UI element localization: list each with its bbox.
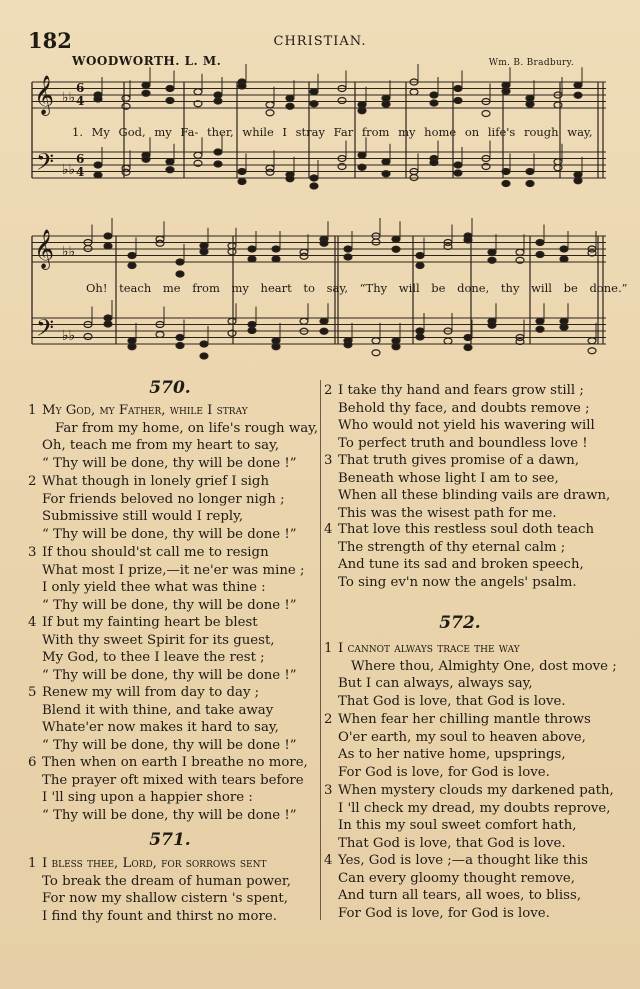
verse-line: “ Thy will be done, thy will be done !” [42, 807, 297, 823]
verse-line: I bless thee, Lord, for sorrows sent [42, 856, 267, 871]
verse-number: 1 [28, 403, 37, 418]
hymn-572-verse-3 [324, 782, 614, 852]
verse-line: To break the dream of human power, [42, 873, 292, 889]
verse-line: That love this restless soul doth teach [338, 522, 595, 537]
verse-line: Far from my home, on life's rough way, [55, 420, 319, 436]
page-number: 182 [28, 28, 72, 53]
verse-number: 4 [324, 853, 333, 868]
verse-number: 6 [28, 755, 37, 770]
verse-number: 2 [28, 474, 37, 489]
verse-line: That God is love, that God is love. [338, 693, 566, 709]
verse-line: For now my shallow cistern 's spent, [42, 891, 288, 907]
verse-line: But I can always, always say, [338, 676, 533, 692]
flat-sign-icon: ♭♭ [62, 328, 76, 344]
verse-line: My God, my Father, while I stray [42, 403, 248, 418]
verse-number: 4 [28, 615, 37, 630]
hymn-571-verse-4 [324, 521, 595, 591]
verse-line: Blend it with thine, and take away [42, 702, 274, 718]
verse-line: Can every gloomy thought remove, [338, 870, 575, 886]
verse-line: And turn all tears, all woes, to bliss, [338, 888, 582, 904]
verse-line: That truth gives promise of a dawn, [338, 453, 580, 468]
hymn-570-verse-4 [28, 614, 297, 684]
verse-line: What though in lonely grief I sigh [42, 474, 270, 489]
lyric-line-1: 1. My God, my Fa- ther, while I stray Far from my home on life's rough way, [72, 125, 593, 139]
verse-line: If but my fainting heart be blest [42, 615, 258, 630]
verse-line: I only yield thee what was thine : [42, 580, 266, 596]
verse-line: To sing ev'n now the angels' psalm. [338, 574, 577, 590]
verse-line: “ Thy will be done, thy will be done !” [42, 737, 297, 753]
verse-number: 3 [28, 545, 37, 560]
bass-clef-icon: 𝄢 [36, 148, 55, 181]
verse-line: Renew my will from day to day ; [42, 685, 260, 700]
hymn-570-verse-5 [28, 684, 297, 754]
hymn-572-verse-1 [324, 640, 617, 710]
verse-line: I 'll sing upon a happier shore : [42, 790, 253, 806]
hymn-570-verse-1 [28, 402, 319, 472]
time-signature: 4 [76, 94, 85, 108]
hymn-570-verse-3 [28, 544, 305, 614]
verse-line: Who would not yield his wavering will [338, 418, 595, 434]
verse-line: I 'll check my dread, my doubts reprove, [338, 800, 611, 816]
verse-line: When fear her chilling mantle throws [338, 712, 591, 727]
verse-line: When mystery clouds my darkened path, [338, 783, 614, 798]
hymn-number-572: 572. [439, 613, 481, 633]
verse-line: For God is love, for God is love. [338, 764, 550, 780]
hymn-number-571: 571. [149, 830, 191, 850]
verse-line: And tune its sad and broken speech, [338, 557, 584, 573]
bass-notes [84, 300, 596, 359]
verse-number: 1 [28, 856, 37, 871]
verse-line: The strength of thy eternal calm ; [338, 539, 566, 555]
verse-line: I cannot always trace the way [338, 641, 520, 656]
verse-line: My God, to thee I leave the rest ; [42, 650, 265, 666]
verse-line: Submissive still would I reply, [42, 509, 244, 525]
verse-line: That God is love, that God is love. [338, 835, 566, 851]
lyric-line-2: Oh! teach me from my heart to say, “Thy will be done, thy will be done.” [86, 281, 628, 295]
verse-line: As to her native home, upsprings, [338, 747, 566, 763]
verse-line: If thou should'st call me to resign [42, 545, 269, 560]
column-rule [320, 380, 321, 920]
treble-clef-icon: 𝄞 [34, 229, 55, 269]
verse-line: “ Thy will be done, thy will be done !” [42, 597, 297, 613]
verse-line: Whate'er now makes it hard to say, [42, 720, 279, 736]
hymn-571-verse-3 [324, 452, 611, 522]
music-system-2 [0, 0, 640, 370]
verse-line: Beneath whose light I am to see, [338, 470, 559, 486]
hymn-570-verse-6 [28, 754, 308, 824]
time-signature: 6 [76, 81, 85, 95]
time-signature: 4 [76, 165, 85, 179]
verse-line: Yes, God is love ;—a thought like this [338, 853, 588, 868]
hymn-571-verse-2 [324, 382, 595, 452]
verse-line: O'er earth, my soul to heaven above, [338, 729, 586, 745]
flat-sign-icon: ♭♭ [62, 244, 76, 260]
verse-number: 2 [324, 712, 333, 727]
verse-line: For God is love, for God is love. [338, 905, 550, 921]
hymn-572-verse-4 [324, 852, 588, 922]
verse-line: What most I prize,—it ne'er was mine ; [42, 562, 305, 578]
verse-number: 3 [324, 453, 333, 468]
treble-clef-icon: 𝄞 [34, 75, 55, 115]
verse-line: “ Thy will be done, thy will be done !” [42, 526, 297, 542]
verse-line: With thy sweet Spirit for its guest, [42, 632, 275, 648]
verse-line: I take thy hand and fears grow still ; [338, 383, 584, 398]
verse-line: Where thou, Almighty One, dost move ; [351, 658, 617, 674]
verse-line: For friends beloved no longer nigh ; [42, 491, 285, 507]
flat-sign-icon: ♭♭ [62, 90, 76, 106]
time-signature: 6 [76, 152, 85, 166]
flat-sign-icon: ♭♭ [62, 162, 76, 178]
verse-line: “ Thy will be done, thy will be done !” [42, 455, 297, 471]
verse-number: 3 [324, 783, 333, 798]
verse-line: In this my soul sweet comfort hath, [338, 818, 577, 834]
bass-clef-icon: 𝄢 [36, 314, 55, 347]
treble-notes [84, 218, 596, 277]
hymn-number-570: 570. [149, 378, 191, 398]
verse-number: 4 [324, 522, 333, 537]
verse-line: When all these blinding vails are drawn, [338, 488, 611, 504]
verse-line: The prayer oft mixed with tears before [42, 772, 304, 788]
running-head: CHRISTIAN. [273, 34, 367, 49]
hymn-572-verse-2 [324, 711, 591, 781]
verse-number: 1 [324, 641, 333, 656]
tune-name: WOODWORTH. L. M. [72, 54, 222, 68]
composer-credit: Wm. B. Bradbury. [488, 58, 574, 68]
verse-line: To perfect truth and boundless love ! [338, 435, 588, 451]
verse-line: Oh, teach me from my heart to say, [42, 438, 280, 454]
hymn-570-verse-2 [28, 473, 297, 543]
hymn-571-verse-1 [28, 855, 292, 925]
verse-line: This was the wisest path for me. [338, 505, 557, 521]
verse-line: Then when on earth I breathe no more, [42, 755, 308, 770]
verse-line: “ Thy will be done, thy will be done !” [42, 667, 297, 683]
verse-number: 2 [324, 383, 333, 398]
verse-line: I find thy fount and thirst no more. [42, 908, 277, 924]
verse-line: Behold thy face, and doubts remove ; [338, 400, 590, 416]
verse-number: 5 [28, 685, 37, 700]
